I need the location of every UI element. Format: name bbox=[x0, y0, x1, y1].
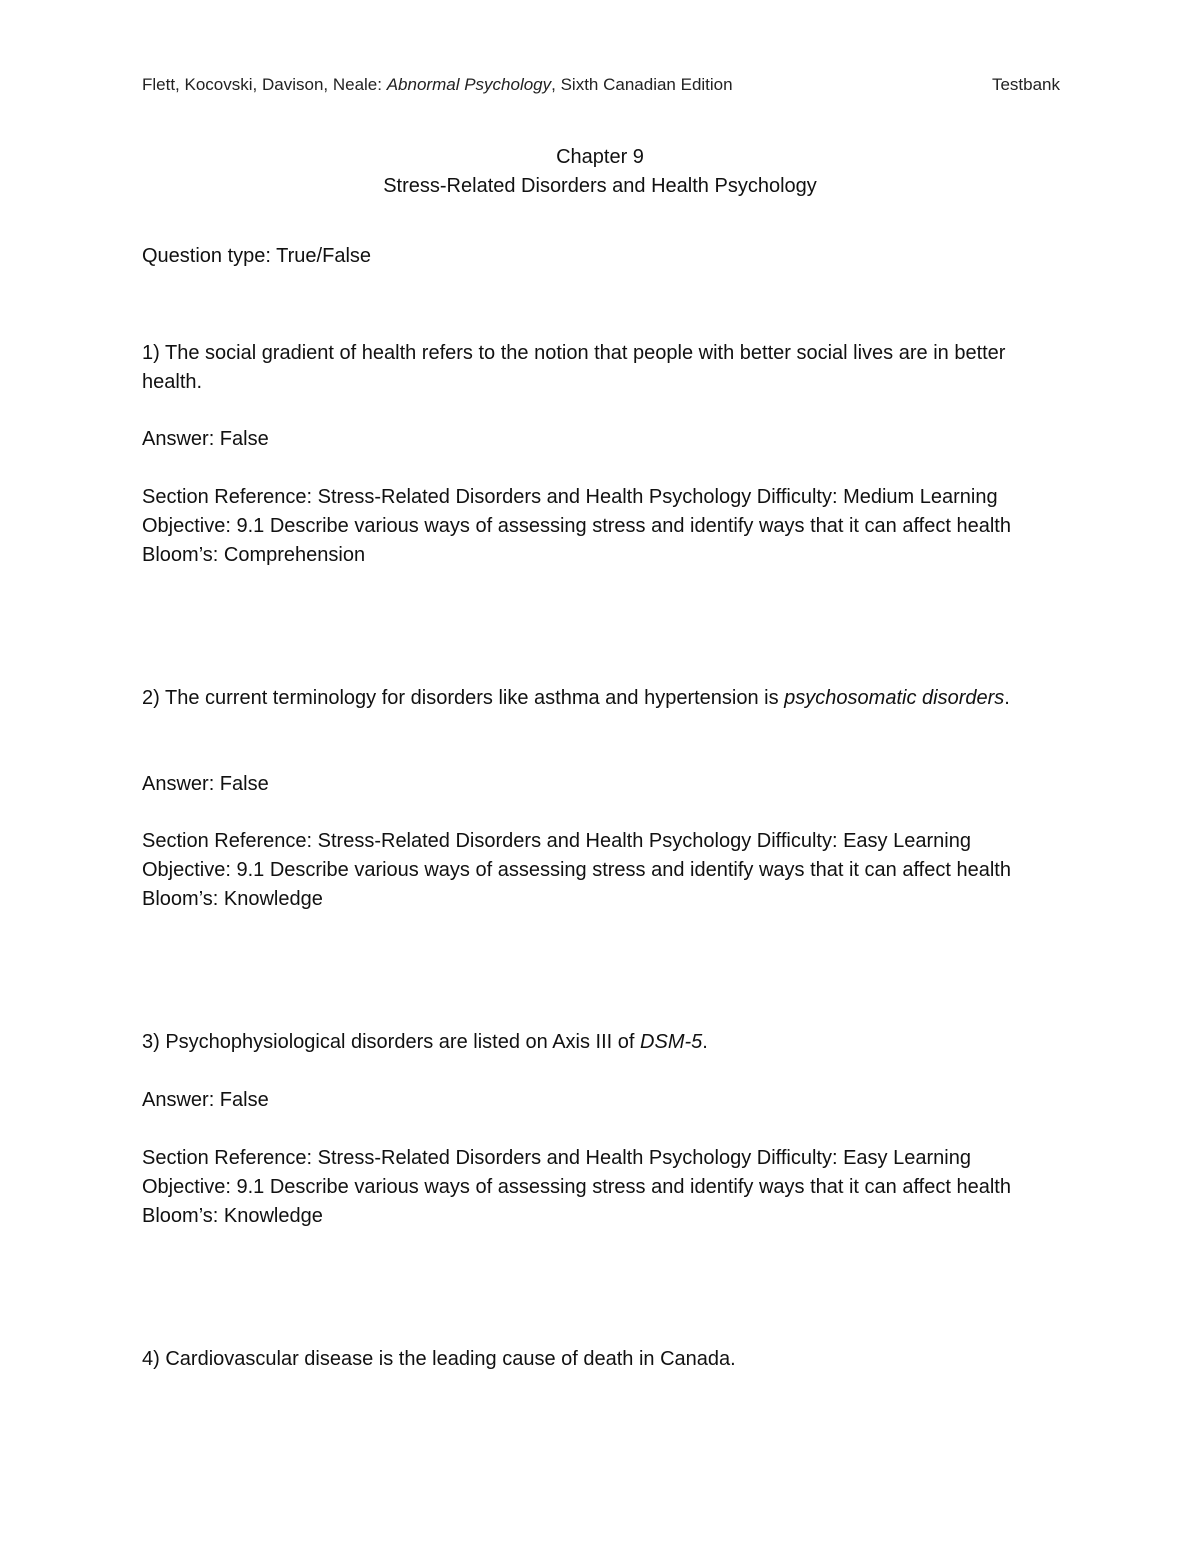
question-text: 1) The social gradient of health refers to the notion that people with better social lives are in better health. bbox=[142, 342, 1006, 393]
learning-objective: Learning Objective: 9.1 Describe various ways of assessing stress and identify ways that it can affect health bbox=[142, 1147, 1011, 1198]
question-text-end: . bbox=[1004, 687, 1010, 709]
answer-text: Answer: False bbox=[142, 1089, 269, 1111]
section-reference: Section Reference: Stress-Related Disorders and Health Psychology bbox=[142, 486, 752, 508]
learning-objective: Learning Objective: 9.1 Describe various ways of assessing stress and identify ways that it can affect health bbox=[142, 830, 1011, 881]
section-reference: Section Reference: Stress-Related Disorders and Health Psychology bbox=[142, 830, 752, 852]
header-book-title: Abnormal Psychology bbox=[386, 75, 552, 94]
question-text-start: 2) The current terminology for disorders like asthma and hypertension is bbox=[142, 687, 785, 709]
blooms-level: Bloom’s: Knowledge bbox=[142, 888, 323, 910]
question-text bbox=[142, 1028, 1042, 1057]
question-meta bbox=[142, 483, 1042, 570]
header-edition: , Sixth Canadian Edition bbox=[551, 75, 733, 94]
difficulty: Difficulty: Medium bbox=[756, 486, 915, 508]
header-testbank-label: Testbank bbox=[991, 75, 1060, 94]
difficulty: Difficulty: Easy bbox=[756, 1147, 888, 1169]
question-meta bbox=[142, 827, 1042, 914]
question-text-end: . bbox=[702, 1031, 708, 1053]
learning-objective: Learning Objective: 9.1 Describe various ways of assessing stress and identify ways that it can affect health bbox=[142, 486, 1011, 537]
question-text-italic: DSM-5 bbox=[640, 1031, 703, 1053]
section-reference: Section Reference: Stress-Related Disorders and Health Psychology bbox=[142, 1147, 752, 1169]
question-text-italic: psychosomatic disorders bbox=[784, 687, 1005, 709]
answer-text: Answer: False bbox=[142, 773, 269, 795]
question-text bbox=[142, 684, 1042, 713]
chapter-title: Stress-Related Disorders and Health Psychology bbox=[383, 175, 817, 197]
header-book-citation bbox=[142, 72, 733, 98]
answer-text: Answer: False bbox=[142, 428, 269, 450]
question-meta bbox=[142, 1144, 1042, 1231]
question-text-start: 3) Psychophysiological disorders are listed on Axis III of bbox=[142, 1031, 641, 1053]
question-text: 4) Cardiovascular disease is the leading cause of death in Canada. bbox=[142, 1348, 736, 1370]
page-header bbox=[142, 72, 1060, 98]
chapter-number: Chapter 9 bbox=[556, 146, 644, 168]
header-authors: Flett, Kocovski, Davison, Neale: bbox=[142, 75, 387, 94]
difficulty: Difficulty: Easy bbox=[756, 830, 888, 852]
question-type: Question type: True/False bbox=[142, 245, 372, 267]
blooms-level: Bloom’s: Comprehension bbox=[142, 544, 366, 566]
blooms-level: Bloom’s: Knowledge bbox=[142, 1205, 323, 1227]
